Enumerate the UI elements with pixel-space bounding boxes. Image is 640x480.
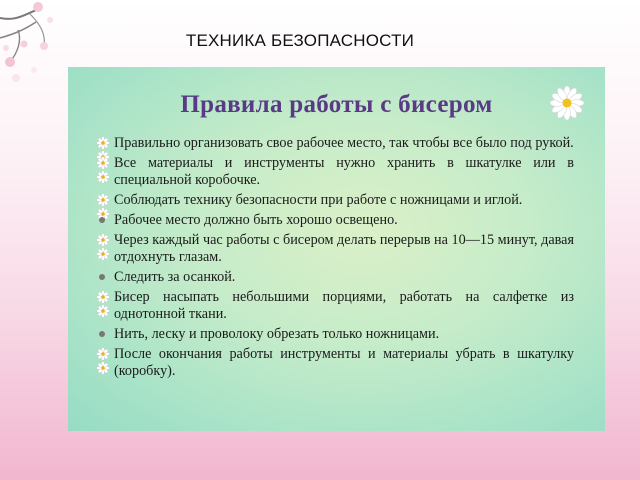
slide-header: ТЕХНИКА БЕЗОПАСНОСТИ (185, 31, 415, 50)
card-title: Правила работы с бисером (180, 91, 493, 118)
rule-item (94, 192, 574, 209)
daisy-bullet-icon (96, 347, 110, 361)
rules-card (68, 67, 605, 431)
rule-text: Правильно организовать свое рабочее место, так чтобы все было под рукой. (114, 135, 574, 151)
bullet-dot-icon (99, 331, 105, 337)
rule-text: Через каждый час работы с бисером делать перерыв на 10—15 минут, давая отдохнуть глазам. (114, 232, 574, 265)
daisy-icon (549, 85, 585, 121)
bullet-dot-icon (99, 274, 105, 280)
rule-item (94, 289, 574, 323)
daisy-bullet-icon (96, 156, 110, 170)
rule-item (94, 326, 574, 343)
rule-text: Бисер насыпать небольшими порциями, работать на салфетке из однотонной ткани. (114, 289, 574, 322)
rule-item (94, 269, 574, 286)
rule-item (94, 346, 574, 380)
rule-item (94, 135, 574, 152)
rule-item (94, 232, 574, 266)
daisy-bullet-icon (96, 247, 110, 261)
rule-text: Соблюдать технику безопасности при работе с ножницами и иглой. (114, 192, 523, 208)
rule-item (94, 155, 574, 189)
rule-item (94, 212, 574, 229)
daisy-bullet-icon (96, 233, 110, 247)
daisy-bullet-icon (96, 193, 110, 207)
daisy-bullet-icon (96, 361, 110, 375)
rules-list (94, 135, 574, 383)
daisy-bullet-icon (96, 290, 110, 304)
daisy-bullet-icon (96, 170, 110, 184)
rule-text: Все материалы и инструменты нужно хранить в шкатулке или в специальной коробочке. (114, 155, 574, 188)
daisy-bullet-icon (96, 136, 110, 150)
bullet-dot-icon (99, 217, 105, 223)
rule-text: После окончания работы инструменты и материалы убрать в шкатулку (коробку). (114, 346, 574, 379)
rule-text: Рабочее место должно быть хорошо освещено. (114, 212, 398, 228)
daisy-bullet-icon (96, 304, 110, 318)
rule-text: Нить, леску и проволоку обрезать только ножницами. (114, 326, 440, 342)
rule-text: Следить за осанкой. (114, 269, 236, 285)
